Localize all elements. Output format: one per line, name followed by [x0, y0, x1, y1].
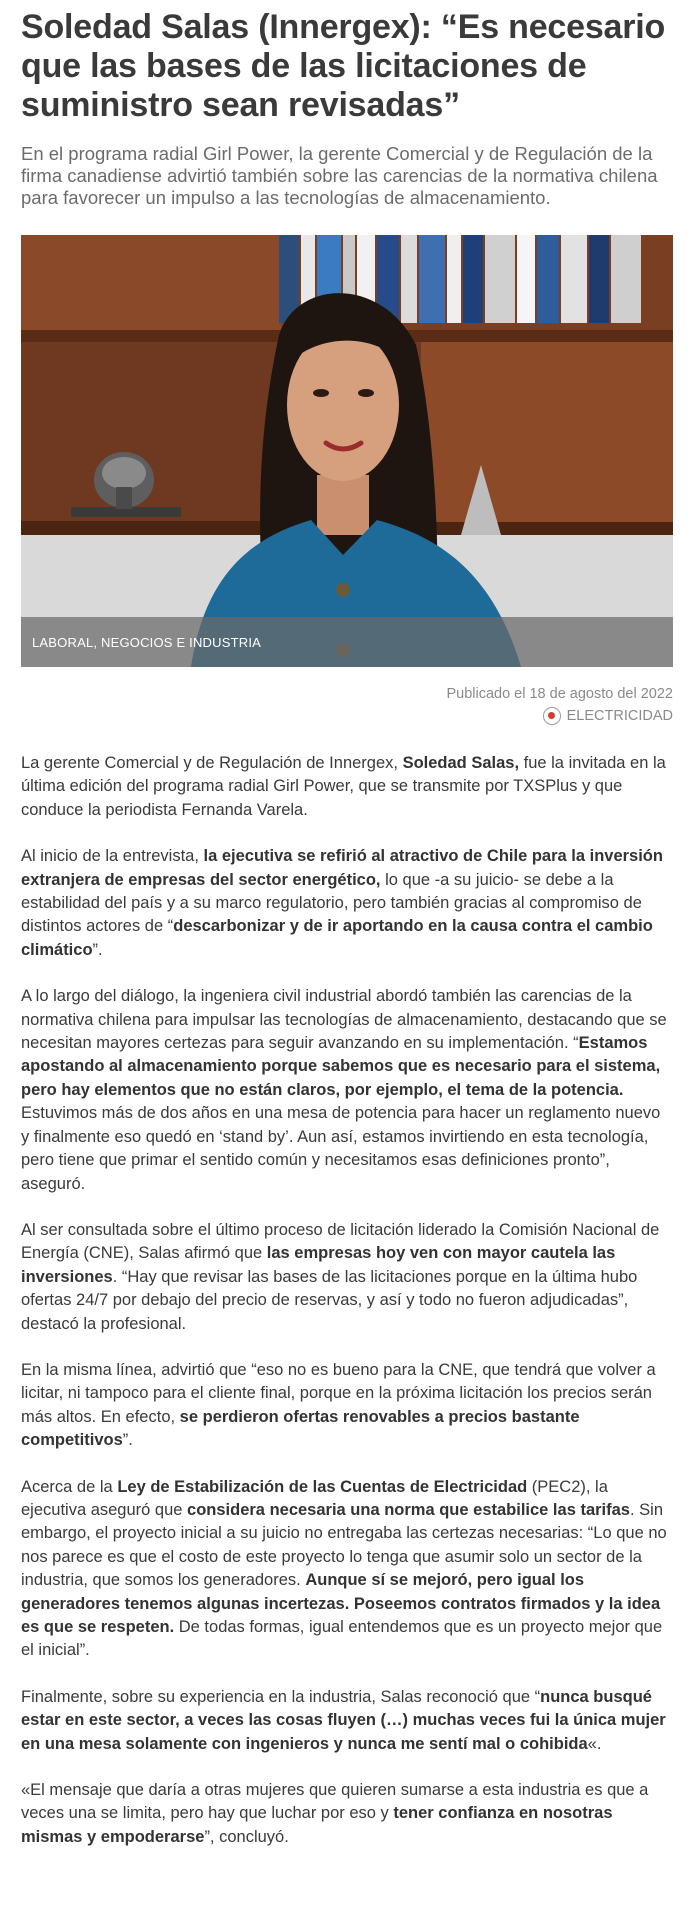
- bold-text: Aunque sí se mejoró, pero igual los generadores tenemos algunas incertezas. Poseemos contratos firmados y la idea es que se respeten.: [21, 1571, 661, 1636]
- bold-text: las empresas hoy ven con mayor cautela las inversiones: [21, 1244, 616, 1286]
- bold-text: Ley de Estabilización de las Cuentas de Electricidad: [117, 1477, 528, 1496]
- text-run: ”, concluyó.: [204, 1827, 289, 1846]
- text-run: (PEC2), la ejecutiva aseguró que: [21, 1477, 608, 1519]
- article-title: Soledad Salas (Innergex): “Es necesario que las bases de las licitaciones de suministro sean revisadas”: [21, 8, 666, 124]
- article-paragraph: [21, 985, 673, 1196]
- bold-text: la ejecutiva se refirió al atractivo de Chile para la inversión extranjera de empresas del sector energético,: [21, 847, 663, 889]
- category-bar: [21, 617, 673, 667]
- bold-text: se perdieron ofertas renovables a precios bastante competitivos: [21, 1407, 580, 1450]
- tag-label: ELECTRICIDAD: [566, 708, 673, 724]
- text-run: . Sin embargo, el proyecto inicial a su juicio no entregaba las certezas necesarias: “Lo que no nos parece es que el costo de este proyecto lo tenga que asumir solo un sector de la industria, que somos los generadores.: [21, 1500, 667, 1590]
- text-run: La gerente Comercial y de Regulación de Innergex,: [21, 754, 403, 772]
- text-run: Al ser consultada sobre el último proceso de licitación liderado la Comisión Nacional de Energía (CNE), Salas afirmó que: [21, 1220, 660, 1263]
- bold-text: nunca busqué estar en este sector, a veces las cosas fluyen (…) muchas veces fui la única mujer en una mesa solamente con ingenieros y nunca me sentí mal o cohibida: [21, 1687, 666, 1753]
- text-run: En la misma línea, advirtió que “eso no es bueno para la CNE, que tendrá que volver a licitar, ni tampoco para el cliente final, porque en la próxima licitación los precios serán más altos. En efecto,: [21, 1360, 656, 1426]
- text-run: «El mensaje que daría a otras mujeres que quieren sumarse a esta industria es que a veces una se limita, pero hay que luchar por eso y: [21, 1781, 649, 1823]
- article-paragraph: [21, 752, 673, 822]
- article-lede: En el programa radial Girl Power, la gerente Comercial y de Regulación de la firma canadiense advirtió también sobre las carencias de la normativa chilena para favorecer un impulso a las tecnologías de almacenamiento.: [21, 143, 658, 208]
- category-separator: ,: [93, 634, 101, 650]
- text-run: «.: [587, 1734, 602, 1753]
- text-run: Acerca de la: [21, 1477, 118, 1496]
- article-paragraph: [21, 1219, 673, 1336]
- article-paragraph: [21, 1359, 673, 1453]
- article-paragraph: [21, 1779, 673, 1849]
- article-meta: [21, 683, 673, 732]
- category-link-laboral[interactable]: LABORAL: [32, 634, 94, 650]
- article-body: [21, 752, 673, 1849]
- text-run: De todas formas, igual entendemos que es un proyecto mejor que el inicial”.: [21, 1618, 663, 1660]
- bold-text: Estamos apostando al almacenamiento porque sabemos que es necesario para el sistema, pero hay elementos que no están claros, por ejemplo, el tema de la potencia.: [21, 1034, 661, 1099]
- article-paragraph: [21, 1686, 673, 1756]
- bold-text: tener confianza en nosotras mismas y empoderarse: [21, 1804, 613, 1846]
- text-run: Finalmente, sobre su experiencia en la industria, Salas reconoció que “: [21, 1687, 541, 1706]
- article-paragraph: [21, 1476, 673, 1663]
- text-run: ”.: [122, 1431, 133, 1450]
- portrait-photo: [21, 235, 673, 667]
- bold-text: descarbonizar y de ir aportando en la causa contra el cambio climático: [21, 917, 653, 959]
- publish-date: Publicado el 18 de agosto del 2022: [446, 686, 673, 702]
- article-paragraph: [21, 845, 673, 962]
- text-run: A lo largo del diálogo, la ingeniera civil industrial abordó también las carencias de la normativa chilena para impulsar las tecnologías de almacenamiento, destacando que se necesitan mayores certezas para seguir avanzando en su implementación. “: [21, 987, 667, 1053]
- target-dot-icon: [543, 707, 561, 725]
- bold-text: considera necesaria una norma que estabilice las tarifas: [187, 1500, 630, 1519]
- text-run: Estuvimos más de dos años en una mesa de potencia para hacer un reglamento nuevo y finalmente eso quedó en ‘stand by’. Aun así, estamos invirtiendo en esta tecnología, pero tiene que primar el sentido común y necesitamos esas definiciones pronto”, aseguró.: [21, 1104, 661, 1193]
- bold-text: Soledad Salas,: [402, 754, 520, 772]
- text-run: ”.: [92, 940, 103, 959]
- text-run: . “Hay que revisar las bases de las licitaciones porque en la última hubo ofertas 24/7 por debajo del precio de reservas, y así y todo no fueron adjudicadas”, destacó la profesional.: [21, 1267, 638, 1333]
- text-run: Al inicio de la entrevista,: [21, 847, 204, 866]
- text-run: fue la invitada en la última edición del programa radial Girl Power, que se transmite por TXSPlus y que conduce la periodista Fernanda Varela.: [21, 754, 666, 819]
- tag-electricidad[interactable]: [543, 705, 673, 727]
- text-run: lo que -a su juicio- se debe a la estabilidad del país y a su marco regulatorio, pero también gracias al compromiso de distintos actores de “: [21, 870, 642, 936]
- hero-image: [21, 235, 673, 667]
- category-link-negocios[interactable]: NEGOCIOS E INDUSTRIA: [101, 634, 262, 650]
